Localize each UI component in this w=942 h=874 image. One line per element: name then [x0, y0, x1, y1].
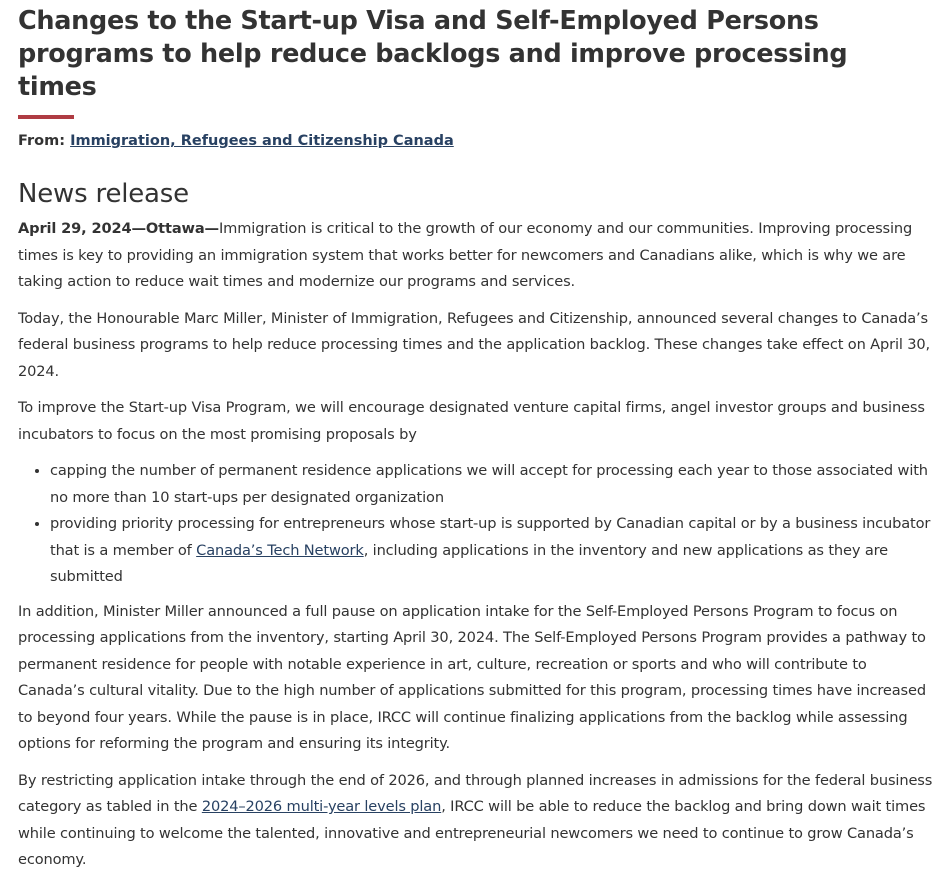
list-item — [50, 511, 933, 591]
measures-list — [18, 458, 933, 591]
paragraph-conclusion-text: , IRCC will be able to reduce the backlog and bring down wait times while continuing to welcome the talented, innovative and entrepreneurial newcomers we need to continue to grow Canada’s economy. — [18, 798, 926, 868]
article-body — [18, 216, 933, 874]
paragraph-conclusion-text: By restricting application intake through the end of 2026, and through planned increases in admissions for the federal business category as tabled in the — [18, 771, 933, 815]
list-item-text: , including applications in the inventory and new applications as they are submitted — [50, 541, 888, 585]
from-label: From: — [18, 133, 65, 149]
department-link[interactable]: Immigration, Refugees and Citizenship Canada — [70, 133, 454, 149]
list-item — [50, 458, 933, 511]
paragraph-conclusion — [18, 768, 933, 874]
list-item-text: providing priority processing for entrepreneurs whose start-up is supported by Canadian capital or by a business incubator that is a member of — [50, 515, 931, 559]
paragraph-intro-text: Immigration is critical to the growth of our economy and our communities. Improving processing times is key to providing an immigration system that works better for newcomers and Canadians alike, which is why we are taking action to reduce wait times and modernize our programs and services. — [18, 220, 913, 290]
page-title: Changes to the Start-up Visa and Self-Employed Persons programs to help reduce backlogs and improve processing times — [18, 6, 848, 102]
title-accent-bar — [18, 115, 74, 119]
paragraph-self-employed: In addition, Minister Miller announced a full pause on application intake for the Self-Employed Persons Program to focus on processing applications from the inventory, starting April 30, 2024. The Self-Employed Persons Program provides a pathway to permanent residence for people with notable experience in art, culture, recreation or sports and who will contribute to Canada’s cultural vitality. Due to the high number of applications submitted for this program, processing times have increased to beyond four years. While the pause is in place, IRCC will continue finalizing applications from the backlog while assessing options for reforming the program and ensuring its integrity. — [18, 602, 926, 752]
paragraph-announcement: Today, the Honourable Marc Miller, Minister of Immigration, Refugees and Citizenship, announced several changes to Canada’s federal business programs to help reduce processing times and the application backlog. These changes take effect on April 30, 2024. — [18, 309, 931, 380]
list-item-text: capping the number of permanent residence applications we will accept for processing each year to those associated with no more than 10 start-ups per designated organization — [50, 462, 928, 506]
paragraph-intro — [18, 216, 933, 296]
tech-network-link[interactable]: Canada’s Tech Network — [196, 541, 364, 559]
dateline: April 29, 2024—Ottawa— — [18, 220, 219, 237]
from-line — [18, 131, 942, 151]
levels-plan-link[interactable]: 2024–2026 multi-year levels plan — [201, 798, 442, 815]
section-heading: News release — [18, 179, 189, 209]
paragraph-startup-visa: To improve the Start-up Visa Program, we will encourage designated venture capital firms, angel investor groups and business incubators to focus on the most promising proposals by — [18, 399, 925, 443]
